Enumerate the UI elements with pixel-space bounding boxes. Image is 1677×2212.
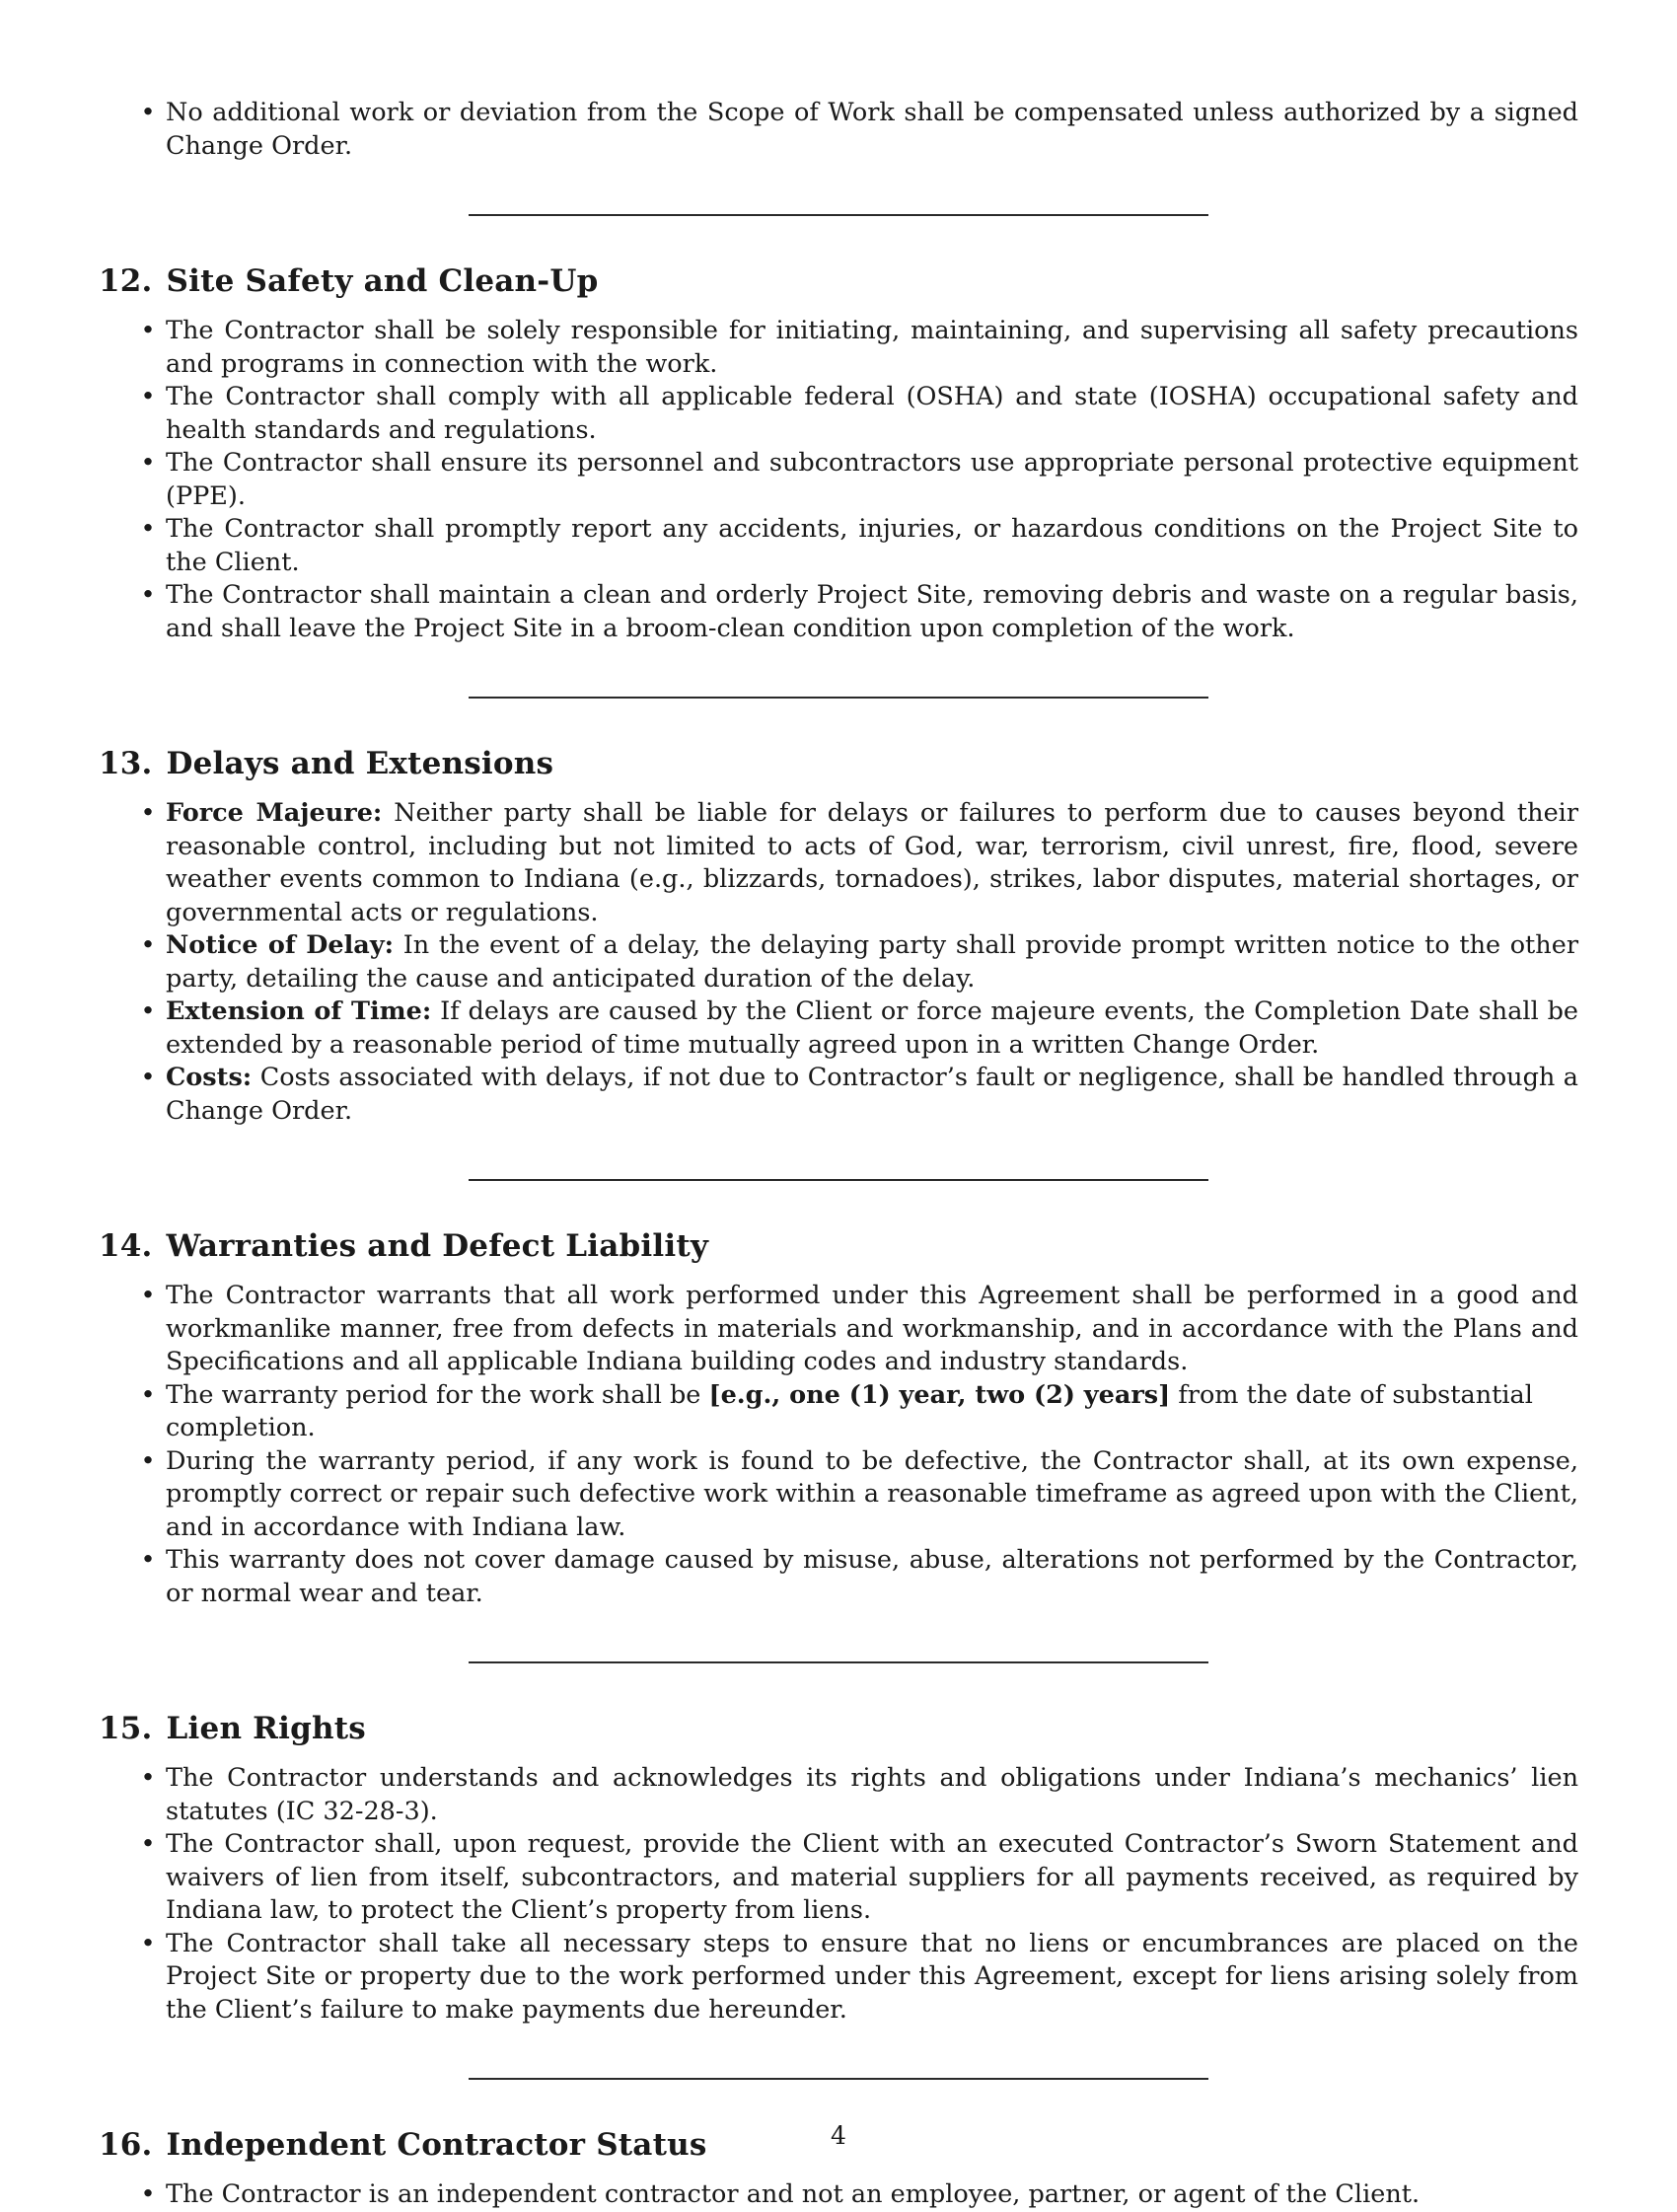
list-item-text: Costs associated with delays, if not due to Contractor’s fault or negligence, shall be handled through a Change Order. [166, 1063, 1578, 1126]
list-item-text: This warranty does not cover damage caused by misuse, abuse, alterations not performed by the Contractor, or normal wear and tear. [166, 1545, 1578, 1608]
carryover-list [99, 97, 1578, 163]
warranty-period-placeholder: [e.g., one (1) year, two (2) years] [708, 1379, 1171, 1410]
section-number: 13. [99, 746, 153, 781]
section-heading-14 [99, 1226, 1578, 1266]
bullet-icon: • [140, 1829, 156, 1859]
bullet-icon: • [140, 514, 156, 544]
list-item [99, 1379, 1578, 1445]
bullet-icon: • [140, 1763, 156, 1793]
list-item [99, 995, 1578, 1062]
list-item-text: The Contractor shall comply with all applicable federal (OSHA) and state (IOSHA) occupational safety and health standards and regulations. [166, 382, 1578, 445]
bullet-icon: • [140, 1281, 156, 1310]
bullet-icon: • [140, 580, 156, 610]
list-item-text: The Contractor shall take all necessary steps to ensure that no liens or encumbrances are placed on the Project Site or property due to the work performed under this Agreement, except for liens arising solely from the Client’s failure to make payments due hereunder. [166, 1928, 1578, 2025]
bullet-icon: • [140, 382, 156, 411]
section-title: Warranties and Defect Liability [166, 1228, 709, 1264]
section-number: 14. [99, 1228, 153, 1264]
bullet-icon: • [140, 1063, 156, 1092]
bullet-icon: • [140, 996, 156, 1026]
section-title: Delays and Extensions [166, 746, 554, 781]
section-title: Site Safety and Clean-Up [166, 263, 599, 299]
list-item-text: In the event of a delay, the delaying party shall provide prompt written notice to the other party, detailing the cause and anticipated duration of the delay. [166, 930, 1579, 994]
section-heading-15 [99, 1709, 1578, 1748]
list-item-text: The Contractor shall ensure its personnel and subcontractors use appropriate personal protective equipment (PPE). [166, 448, 1578, 511]
list-item-text: The Contractor shall, upon request, provide the Client with an executed Contractor’s Sworn Statement and waivers of lien from itself, subcontractors, and material suppliers for all payments received, as required by Indiana law, to protect the Client’s property from liens. [166, 1829, 1578, 1925]
bullet-icon: • [140, 1379, 156, 1410]
list-item [99, 513, 1578, 579]
item-label: Extension of Time: [166, 996, 432, 1026]
list-item-text-post: from the date of substantial completion. [166, 1379, 1533, 1442]
list-item-text-pre: The warranty period for the work shall be [166, 1379, 709, 1410]
list-item [99, 1928, 1578, 2028]
bullet-icon: • [140, 930, 156, 960]
bullet-icon: • [140, 98, 156, 127]
list-item [99, 929, 1578, 995]
list-item-text: During the warranty period, if any work is found to be defective, the Contractor shall, at its own expense, promptly correct or repair such defective work within a reasonable timeframe as agreed upon with the Client, and in accordance with Indiana law. [166, 1445, 1578, 1542]
section-divider [469, 214, 1208, 216]
section-divider [469, 2078, 1208, 2080]
bullet-icon: • [140, 1545, 156, 1575]
bullet-icon: • [140, 1928, 156, 1958]
list-item-text: If delays are caused by the Client or force majeure events, the Completion Date shall be extended by a reasonable period of time mutually agreed upon in a written Change Order. [166, 996, 1579, 1060]
section-title: Lien Rights [166, 1711, 366, 1746]
list-item-text: The Contractor shall promptly report any accidents, injuries, or hazardous conditions on the Project Site to the Client. [166, 514, 1578, 577]
list-item-text: The Contractor shall maintain a clean and orderly Project Site, removing debris and waste on a regular basis, and shall leave the Project Site in a broom-clean condition upon completion of the work. [166, 580, 1578, 643]
section-title: Independent Contractor Status [166, 2127, 707, 2163]
list-item-text: No additional work or deviation from the Scope of Work shall be compensated unless authorized by a signed Change Order. [166, 98, 1578, 161]
bullet-icon: • [140, 448, 156, 478]
list-item [99, 315, 1578, 381]
list-item-text: The Contractor shall be solely responsible for initiating, maintaining, and supervising all safety precautions and programs in connection with the work. [166, 316, 1578, 379]
section-13-list [99, 797, 1578, 1128]
bullet-icon: • [140, 1445, 156, 1476]
list-item [99, 1062, 1578, 1128]
section-15-list [99, 1762, 1578, 2027]
section-12-list [99, 315, 1578, 645]
section-divider [469, 1661, 1208, 1663]
item-label: Costs: [166, 1063, 253, 1092]
bullet-icon: • [140, 316, 156, 345]
bullet-icon: • [140, 2179, 156, 2209]
list-item-text: The Contractor is an independent contractor and not an employee, partner, or agent of the Client. [166, 2179, 1421, 2209]
section-number: 16. [99, 2127, 153, 2163]
list-item [99, 797, 1578, 929]
list-item [99, 579, 1578, 645]
list-item [99, 1762, 1578, 1828]
document-page [99, 97, 1578, 2212]
section-heading-13 [99, 744, 1578, 783]
list-item [99, 381, 1578, 447]
list-item [99, 2178, 1578, 2212]
bullet-icon: • [140, 798, 156, 828]
section-number: 12. [99, 263, 153, 299]
section-divider [469, 1179, 1208, 1181]
list-item [99, 447, 1578, 513]
section-heading-12 [99, 261, 1578, 301]
item-label: Force Majeure: [166, 798, 383, 828]
page-number: 4 [831, 2121, 846, 2150]
list-item-text: The Contractor warrants that all work performed under this Agreement shall be performed in a good and workmanlike manner, free from defects in materials and workmanship, and in accordance with the Plans and Specifications and all applicable Indiana building codes and industry standards. [166, 1281, 1578, 1376]
list-item [99, 97, 1578, 163]
list-item-text: Neither party shall be liable for delays or failures to perform due to causes beyond their reasonable control, including but not limited to acts of God, war, terrorism, civil unrest, fire, flood, severe weather events common to Indiana (e.g., blizzards, tornadoes), strikes, labor disputes, material shortages, or governmental acts or regulations. [166, 798, 1579, 927]
list-item [99, 1445, 1578, 1545]
section-divider [469, 697, 1208, 699]
section-16-list [99, 2178, 1578, 2212]
list-item [99, 1828, 1578, 1928]
section-number: 15. [99, 1711, 153, 1746]
list-item-text: The Contractor understands and acknowledges its rights and obligations under Indiana’s mechanics’ lien statutes (IC 32-28-3). [166, 1763, 1578, 1826]
section-14-list [99, 1280, 1578, 1610]
list-item [99, 1280, 1578, 1379]
list-item [99, 1544, 1578, 1610]
item-label: Notice of Delay: [166, 930, 395, 960]
